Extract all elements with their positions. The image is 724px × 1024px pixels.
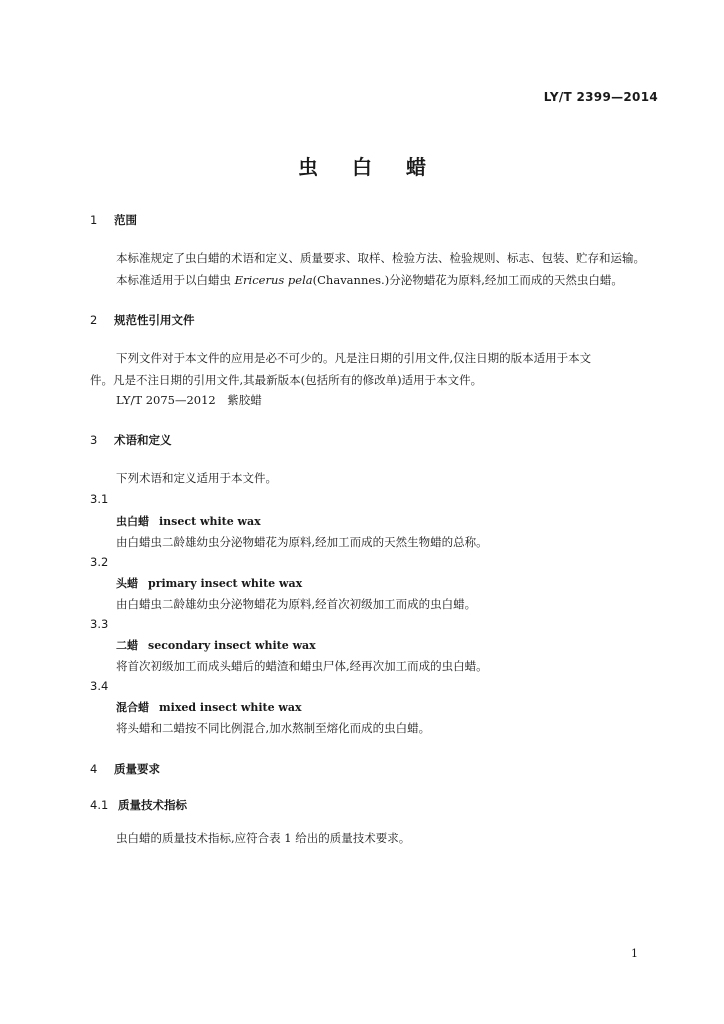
text-run: (Chavannes.)分泌物蜡花为原料,经加工而成的天然虫白蜡。 xyxy=(312,273,623,287)
term-number: 3.4 xyxy=(90,679,109,693)
term-en: mixed insect white wax xyxy=(159,701,302,714)
section-3-heading xyxy=(90,432,172,448)
s2-paragraph-line-1: 下列文件对于本文件的应用是必不可少的。凡是注日期的引用文件,仅注日期的版本适用于本文 xyxy=(116,351,592,365)
subsection-title: 质量技术指标 xyxy=(118,798,187,812)
subsection-4-1-heading xyxy=(90,797,187,813)
term-cn: 二蜡 xyxy=(116,639,138,652)
section-title: 质量要求 xyxy=(114,762,160,776)
section-title: 范围 xyxy=(114,213,137,227)
section-4-heading xyxy=(90,761,160,777)
page-number: 1 xyxy=(631,947,638,960)
term-heading xyxy=(116,575,302,591)
term-en: insect white wax xyxy=(159,515,261,528)
subsection-number: 4.1 xyxy=(90,798,109,812)
term-definition: 由白蜡虫二龄雄幼虫分泌物蜡花为原料,经首次初级加工而成的虫白蜡。 xyxy=(116,597,477,611)
section-title: 规范性引用文件 xyxy=(114,313,195,327)
term-heading xyxy=(116,699,302,715)
s2-paragraph-line-2: 件。凡是不注日期的引用文件,其最新版本(包括所有的修改单)适用于本文件。 xyxy=(90,373,483,387)
term-en: secondary insect white wax xyxy=(148,639,316,652)
term-cn: 混合蜡 xyxy=(116,701,149,714)
section-number: 3 xyxy=(90,433,98,447)
section-2-heading xyxy=(90,312,195,328)
term-number: 3.2 xyxy=(90,555,109,569)
term-definition: 将头蜡和二蜡按不同比例混合,加水熬制至熔化而成的虫白蜡。 xyxy=(116,721,431,735)
term-cn: 头蜡 xyxy=(116,577,138,590)
page-title: 虫白蜡 xyxy=(298,155,460,179)
species-name: Ericerus pela xyxy=(234,273,313,287)
s1-paragraph-1: 本标准规定了虫白蜡的术语和定义、质量要求、取样、检验方法、检验规则、标志、包装、贮存和运输。 xyxy=(116,251,645,265)
s3-intro: 下列术语和定义适用于本文件。 xyxy=(116,471,277,485)
section-1-heading xyxy=(90,212,137,228)
s4-paragraph: 虫白蜡的质量技术指标,应符合表 1 给出的质量技术要求。 xyxy=(116,831,411,845)
normative-reference: LY/T 2075—2012 紫胶蜡 xyxy=(116,393,262,407)
standard-code: LY/T 2399—2014 xyxy=(543,90,658,104)
term-cn: 虫白蜡 xyxy=(116,515,149,528)
term-en: primary insect white wax xyxy=(148,577,303,590)
term-definition: 将首次初级加工而成头蜡后的蜡渣和蜡虫尸体,经再次加工而成的虫白蜡。 xyxy=(116,659,488,673)
s1-paragraph-2 xyxy=(116,272,623,288)
section-number: 4 xyxy=(90,762,98,776)
section-title: 术语和定义 xyxy=(114,433,172,447)
term-heading xyxy=(116,637,316,653)
section-number: 1 xyxy=(90,213,98,227)
text-run: 本标准适用于以白蜡虫 xyxy=(116,273,235,287)
term-number: 3.3 xyxy=(90,617,109,631)
term-heading xyxy=(116,513,261,529)
section-number: 2 xyxy=(90,313,98,327)
term-number: 3.1 xyxy=(90,492,109,506)
term-definition: 由白蜡虫二龄雄幼虫分泌物蜡花为原料,经加工而成的天然生物蜡的总称。 xyxy=(116,535,488,549)
